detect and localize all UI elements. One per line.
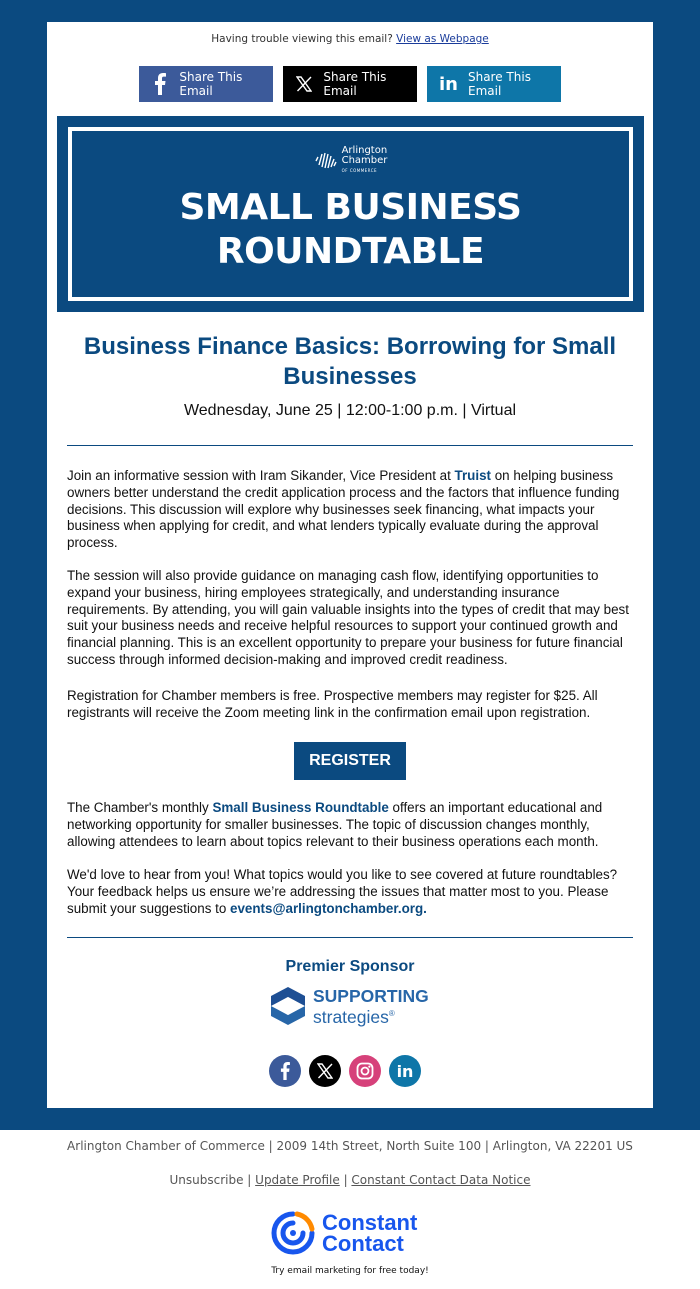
chamber-logo-text [342, 146, 388, 176]
facebook-icon [151, 73, 169, 95]
share-buttons [139, 66, 561, 102]
chamber-stripes-icon [314, 151, 338, 171]
registered-mark: ® [388, 1008, 395, 1018]
data-notice-link[interactable]: Constant Contact Data Notice [351, 1173, 531, 1187]
roundtable-link[interactable]: Small Business Roundtable [212, 800, 389, 815]
footer-sep-1: | [243, 1173, 256, 1187]
sponsor-name-line2 [313, 1005, 429, 1026]
feedback-paragraph [67, 867, 633, 917]
footer-address: Arlington Chamber of Commerce | 2009 14th Street, North Suite 100 | Arlington, VA 22201 US [67, 1139, 633, 1153]
divider-top [67, 445, 633, 446]
event-title: Business Finance Basics: Borrowing for Small Businesses [83, 333, 617, 390]
chamber-logo-line2: Chamber [341, 155, 388, 166]
divider-bottom [67, 937, 633, 938]
share-facebook-label: Share This Email [179, 70, 243, 98]
events-email-link[interactable]: events@arlingtonchamber.org. [230, 900, 427, 916]
facebook-social-icon [280, 1062, 290, 1080]
x-icon [295, 73, 313, 95]
intro-paragraph [67, 468, 633, 552]
event-datetime: Wednesday, June 25 | 12:00-1:00 p.m. | Virtual [183, 402, 517, 419]
share-linkedin-button[interactable] [427, 66, 561, 102]
intro-text-b: on helping business owners better understand the credit application process and the factors that influence funding decisions. This discussion will explore why businesses seek financing, what impacts your business when applying for credit, and what lenders typically evaluate during the approval process. [67, 468, 620, 551]
footer-links [0, 1173, 700, 1187]
chamber-logo-line3: OF COMMERCE [341, 168, 378, 173]
cc-line1: Constant [322, 1210, 418, 1235]
banner-title-line1: SMALL BUSINESS [179, 187, 522, 228]
supporting-strategies-icon [269, 986, 307, 1026]
hero-banner [57, 116, 644, 312]
constant-contact-icon [270, 1210, 316, 1256]
update-profile-link[interactable]: Update Profile [255, 1173, 340, 1187]
cc-line2: Contact [322, 1231, 404, 1256]
share-facebook-button[interactable] [139, 66, 273, 102]
linkedin-social-button[interactable] [389, 1055, 421, 1087]
footer-sep-2: | [339, 1173, 352, 1187]
unsubscribe-link[interactable]: Unsubscribe [169, 1173, 244, 1187]
instagram-social-button[interactable] [349, 1055, 381, 1087]
roundtable-paragraph [67, 800, 633, 850]
facebook-social-button[interactable] [269, 1055, 301, 1087]
details-paragraph: The session will also provide guidance on managing cash flow, identifying opportunities to expand your business, hiring employees strategically, and understanding insurance requirements. By attending, you will gain valuable insights into the types of credit that may best suit your business needs and receive helpful resources to support your continued growth and financial planning. This is an excellent opportunity to prepare your business for future financial success through informed decision-making and improved credit readiness. [67, 568, 629, 667]
roundtable-text-b: offers an important educational and networking opportunity for smaller businesses. The topic of discussion changes monthly, allowing attendees to learn about topics relevant to their business operations each month. [67, 800, 603, 849]
registration-paragraph: Registration for Chamber members is free. Prospective members may register for $25. All registrants will receive the Zoom meeting link in the confirmation email upon registration. [67, 688, 598, 720]
share-x-button[interactable] [283, 66, 417, 102]
constant-contact-logo[interactable] [270, 1210, 417, 1256]
chamber-logo-line1: Arlington [341, 145, 388, 156]
intro-text-a: Join an informative session with Iram Sikander, Vice President at [67, 468, 455, 483]
trouble-text: Having trouble viewing this email? [211, 33, 393, 45]
banner-title-line2: ROUNDTABLE [216, 231, 485, 272]
trouble-viewing-bar [47, 33, 653, 45]
sponsor-logo[interactable] [269, 986, 429, 1026]
cc-tagline: Try email marketing for free today! [271, 1266, 429, 1276]
chamber-logo [57, 146, 644, 176]
banner-title [57, 186, 644, 274]
sponsor-name-word: strategies [313, 1006, 389, 1027]
email-card [47, 22, 653, 1108]
share-linkedin-label: Share This Email [467, 70, 531, 98]
x-social-button[interactable] [309, 1055, 341, 1087]
feedback-text: We'd love to hear from you! What topics would you like to see covered at future roundtables? Your feedback helps us ensure we’re addressing the issues that matter most to you. Please submit your suggestions to [67, 867, 618, 916]
register-button[interactable]: REGISTER [294, 742, 406, 780]
constant-contact-wordmark [322, 1212, 417, 1254]
sponsor-name [313, 987, 429, 1026]
linkedin-icon: in [439, 73, 458, 95]
sponsor-name-line1: SUPPORTING [313, 985, 429, 1006]
linkedin-social-icon: in [396, 1061, 414, 1081]
view-as-webpage-link[interactable]: View as Webpage [396, 33, 489, 45]
roundtable-text-a: The Chamber's monthly [67, 800, 213, 815]
x-social-icon [317, 1063, 333, 1079]
truist-link[interactable]: Truist [454, 468, 491, 483]
premier-sponsor-label: Premier Sponsor [285, 958, 415, 975]
share-x-label: Share This Email [323, 70, 387, 98]
social-links [269, 1055, 421, 1087]
instagram-social-icon [356, 1062, 374, 1080]
